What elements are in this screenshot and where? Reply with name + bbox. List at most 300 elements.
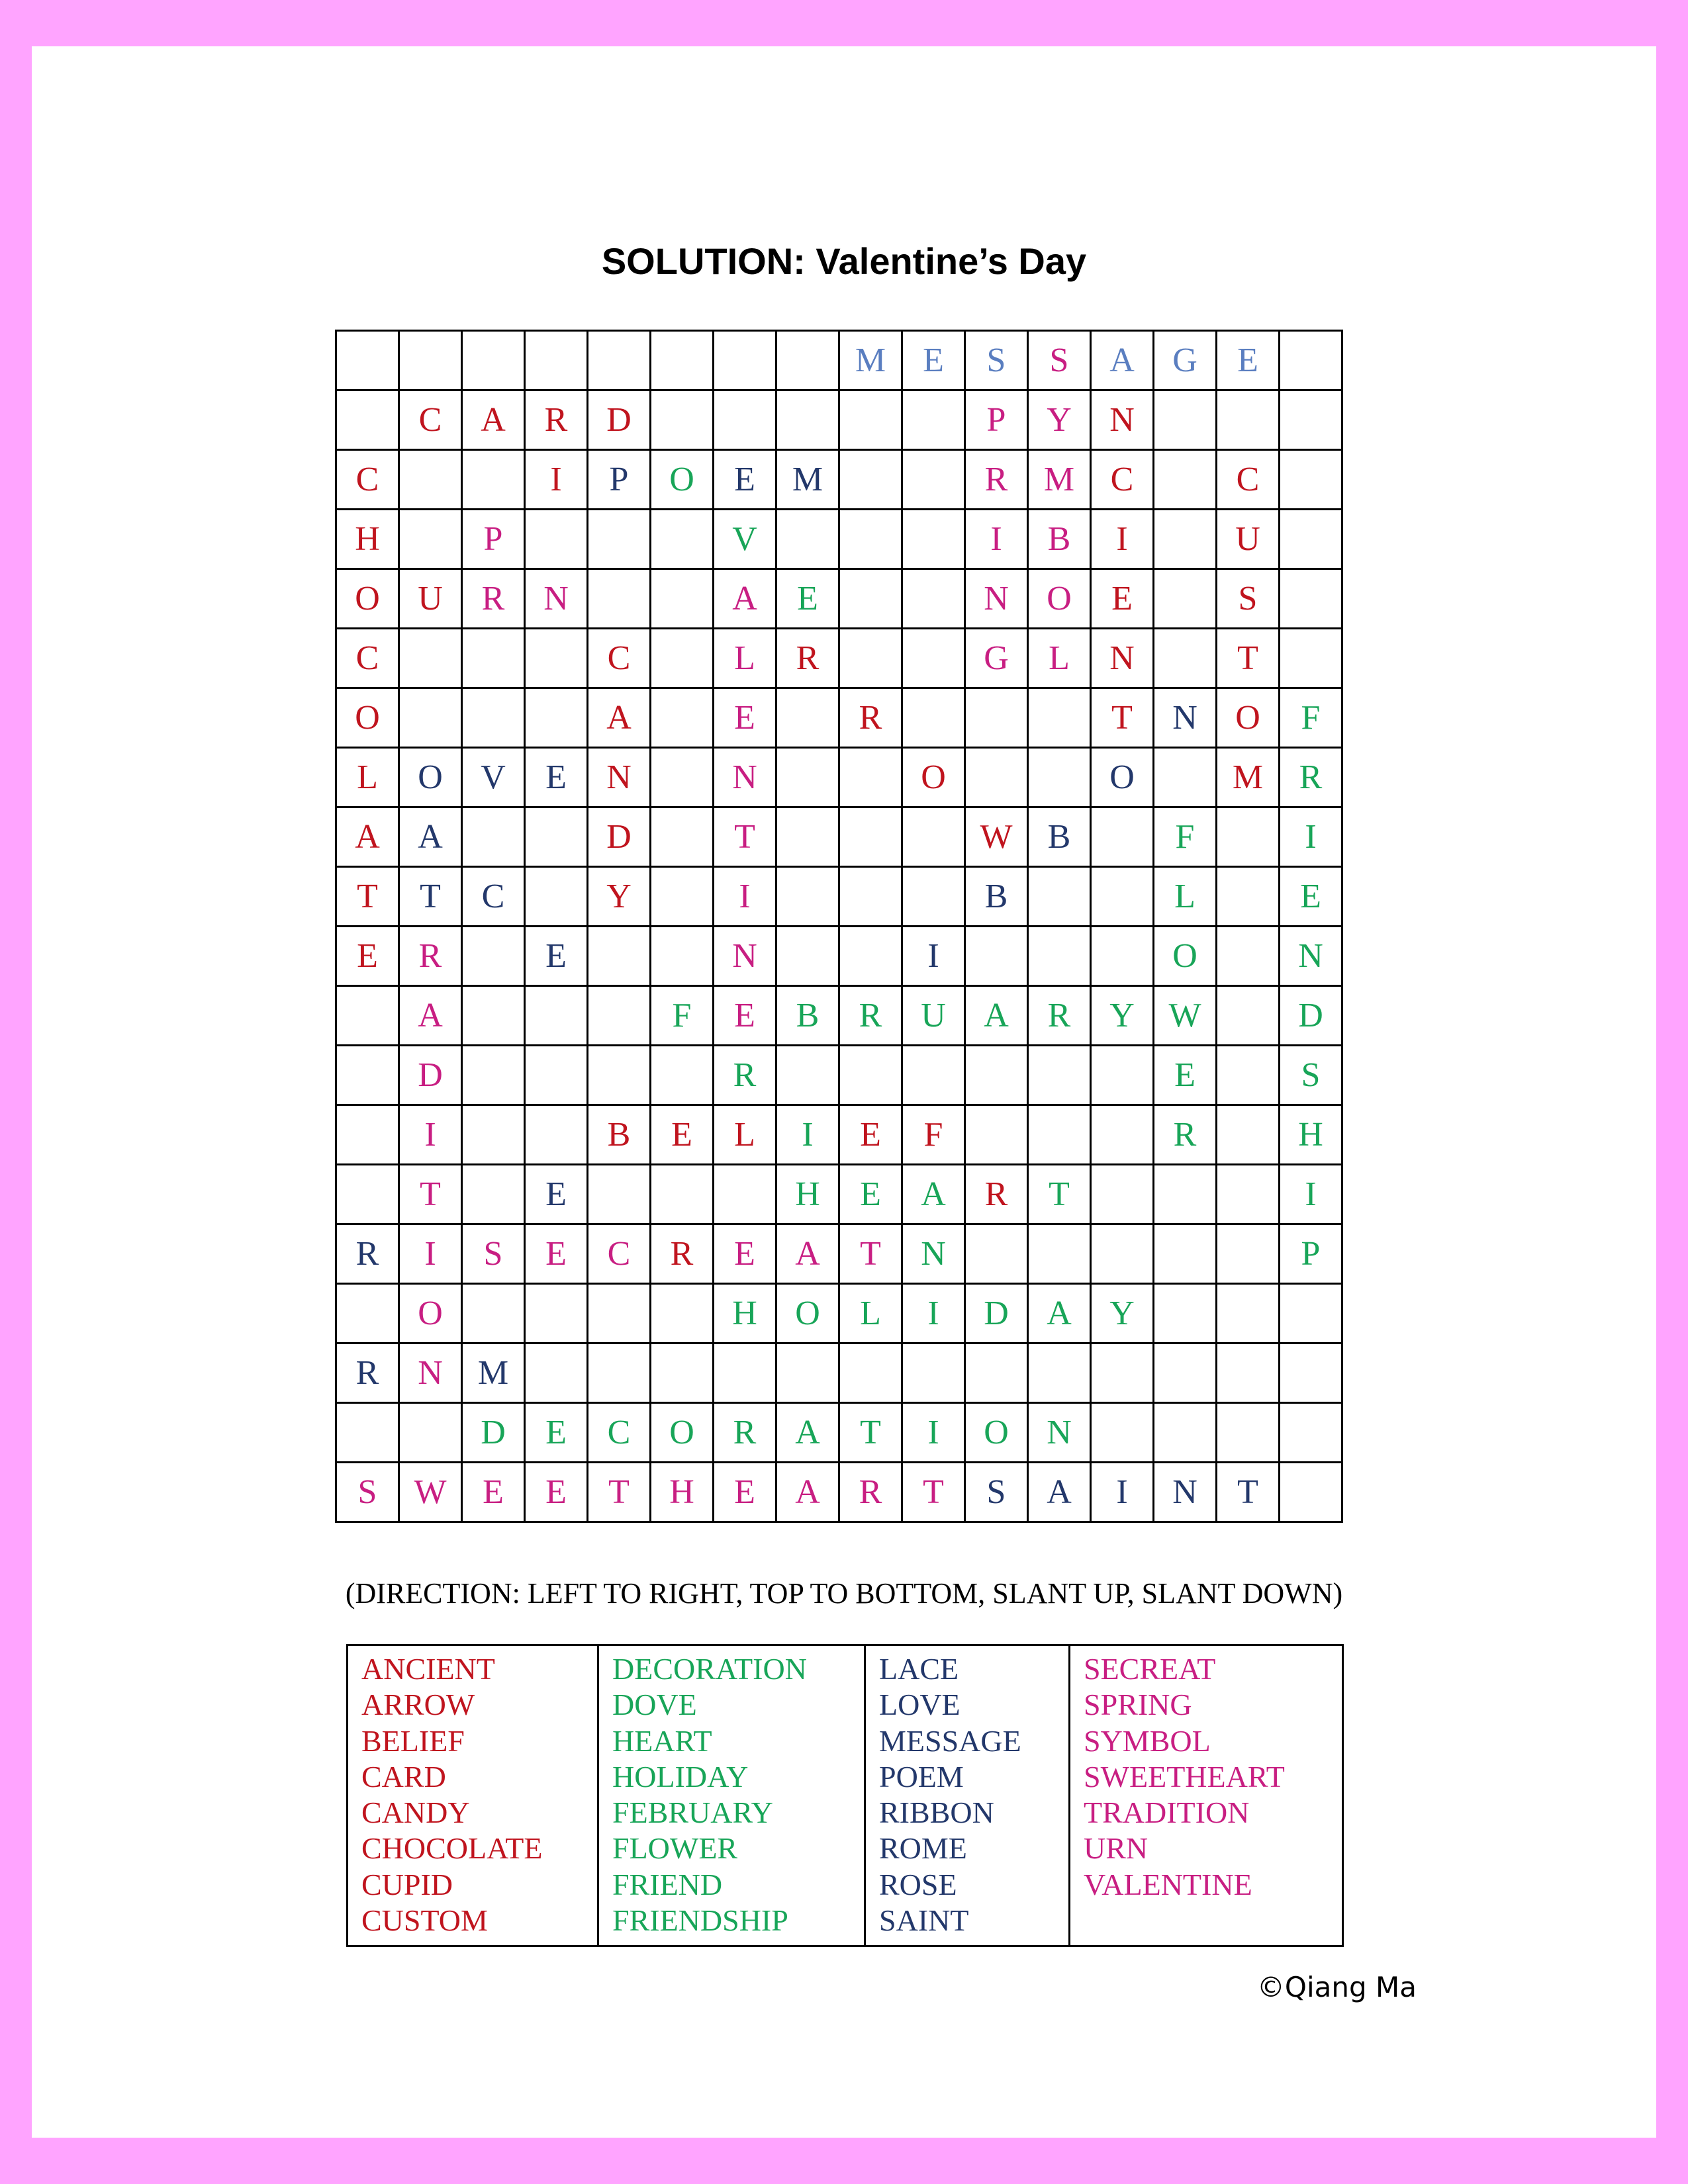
grid-row	[336, 450, 1342, 510]
grid-cell: E	[462, 1463, 525, 1522]
grid-cell: G	[1154, 331, 1217, 390]
grid-cell	[965, 927, 1028, 986]
grid-cell: I	[776, 1105, 839, 1165]
grid-cell: N	[1091, 629, 1154, 688]
grid-cell: C	[1217, 450, 1280, 510]
grid-cell	[462, 1165, 525, 1224]
grid-row	[336, 748, 1342, 807]
grid-cell	[1217, 807, 1280, 867]
grid-cell: R	[839, 986, 902, 1046]
grid-cell: C	[462, 867, 525, 927]
word-list-item: ANCIENT	[361, 1652, 495, 1686]
word-list-item: TRADITION	[1084, 1796, 1250, 1830]
grid-cell: R	[336, 1343, 399, 1403]
grid-cell	[336, 1403, 399, 1463]
grid-cell	[462, 1046, 525, 1105]
grid-cell	[336, 1165, 399, 1224]
grid-cell	[839, 510, 902, 569]
grid-cell: A	[902, 1165, 965, 1224]
grid-cell	[1154, 1165, 1217, 1224]
grid-cell: C	[399, 390, 462, 450]
grid-cell	[1028, 1224, 1091, 1284]
word-list-item: SWEETHEART	[1084, 1759, 1285, 1794]
grid-cell: B	[776, 986, 839, 1046]
grid-cell: P	[965, 390, 1028, 450]
grid-cell: T	[902, 1463, 965, 1522]
grid-cell	[1091, 1403, 1154, 1463]
grid-cell	[965, 1224, 1028, 1284]
word-list-item: HOLIDAY	[612, 1759, 749, 1794]
grid-row	[336, 688, 1342, 748]
grid-cell	[965, 1105, 1028, 1165]
direction-note: (DIRECTION: LEFT TO RIGHT, TOP TO BOTTOM, SLANT UP, SLANT DOWN)	[345, 1577, 1343, 1610]
grid-cell: W	[399, 1463, 462, 1522]
word-list-item: SPRING	[1084, 1688, 1192, 1722]
grid-cell	[336, 331, 399, 390]
grid-cell: D	[462, 1403, 525, 1463]
grid-cell	[588, 986, 651, 1046]
grid-cell: L	[714, 1105, 776, 1165]
grid-cell	[776, 510, 839, 569]
grid-cell	[714, 1165, 776, 1224]
grid-cell	[1028, 748, 1091, 807]
word-list-column	[1070, 1645, 1343, 1946]
grid-cell	[776, 331, 839, 390]
grid-cell	[525, 1284, 588, 1343]
grid-cell	[1091, 867, 1154, 927]
grid-cell: P	[462, 510, 525, 569]
grid-cell: R	[776, 629, 839, 688]
grid-cell: O	[965, 1403, 1028, 1463]
grid-cell	[588, 1046, 651, 1105]
grid-cell: I	[525, 450, 588, 510]
grid-cell: R	[651, 1224, 714, 1284]
grid-cell: R	[965, 450, 1028, 510]
grid-cell	[1280, 510, 1342, 569]
grid-cell: R	[714, 1403, 776, 1463]
grid-cell: E	[525, 748, 588, 807]
word-list-item: FRIEND	[612, 1867, 723, 1901]
grid-cell	[462, 986, 525, 1046]
word-list-table	[346, 1644, 1344, 1947]
word-list-item: ARROW	[361, 1688, 475, 1722]
grid-cell: C	[336, 629, 399, 688]
grid-cell: R	[839, 1463, 902, 1522]
grid-cell	[525, 807, 588, 867]
grid-cell	[902, 1046, 965, 1105]
grid-cell: S	[1280, 1046, 1342, 1105]
grid-cell: F	[651, 986, 714, 1046]
grid-cell: A	[776, 1463, 839, 1522]
grid-cell	[462, 1284, 525, 1343]
grid-cell	[525, 986, 588, 1046]
grid-cell	[1091, 1224, 1154, 1284]
grid-row	[336, 1343, 1342, 1403]
grid-cell	[776, 390, 839, 450]
grid-cell: R	[399, 927, 462, 986]
grid-cell: O	[651, 1403, 714, 1463]
grid-cell: B	[588, 1105, 651, 1165]
grid-cell	[336, 1284, 399, 1343]
grid-cell: E	[651, 1105, 714, 1165]
grid-cell: V	[462, 748, 525, 807]
grid-cell: E	[1280, 867, 1342, 927]
grid-cell: T	[588, 1463, 651, 1522]
grid-cell	[1091, 927, 1154, 986]
grid-cell: N	[399, 1343, 462, 1403]
grid-cell: M	[462, 1343, 525, 1403]
grid-cell	[1280, 1284, 1342, 1343]
grid-cell	[965, 1046, 1028, 1105]
grid-cell	[588, 927, 651, 986]
grid-cell	[399, 629, 462, 688]
grid-cell: F	[1154, 807, 1217, 867]
grid-cell: R	[714, 1046, 776, 1105]
grid-cell: V	[714, 510, 776, 569]
grid-cell	[462, 927, 525, 986]
grid-cell	[714, 1343, 776, 1403]
grid-cell	[1280, 1463, 1342, 1522]
grid-cell: T	[1217, 629, 1280, 688]
grid-cell: I	[902, 1403, 965, 1463]
grid-cell: B	[1028, 510, 1091, 569]
grid-cell	[1217, 1046, 1280, 1105]
grid-cell: I	[902, 1284, 965, 1343]
grid-row	[336, 1284, 1342, 1343]
grid-cell	[651, 510, 714, 569]
grid-cell: O	[1217, 688, 1280, 748]
grid-cell: S	[965, 331, 1028, 390]
grid-cell	[1217, 1284, 1280, 1343]
grid-cell	[1217, 927, 1280, 986]
grid-cell: O	[1154, 927, 1217, 986]
grid-cell	[1217, 1105, 1280, 1165]
grid-cell	[1280, 629, 1342, 688]
grid-cell	[839, 569, 902, 629]
grid-cell: M	[839, 331, 902, 390]
grid-cell	[462, 688, 525, 748]
grid-cell: T	[399, 1165, 462, 1224]
grid-cell	[1217, 1403, 1280, 1463]
grid-cell: E	[902, 331, 965, 390]
word-list-item: LOVE	[879, 1688, 961, 1722]
grid-cell	[1217, 1343, 1280, 1403]
grid-cell: I	[399, 1105, 462, 1165]
grid-cell	[525, 1343, 588, 1403]
grid-cell: I	[399, 1224, 462, 1284]
grid-cell: C	[588, 1403, 651, 1463]
grid-row	[336, 1463, 1342, 1522]
grid-cell: G	[965, 629, 1028, 688]
grid-cell	[1154, 1403, 1217, 1463]
grid-cell: E	[525, 1224, 588, 1284]
grid-cell	[651, 390, 714, 450]
grid-cell: H	[651, 1463, 714, 1522]
word-list-item: SECREAT	[1084, 1652, 1216, 1686]
grid-cell	[525, 510, 588, 569]
grid-cell: E	[525, 1463, 588, 1522]
grid-cell: R	[462, 569, 525, 629]
grid-cell: N	[1154, 1463, 1217, 1522]
grid-cell	[588, 510, 651, 569]
word-list-item: HEART	[612, 1723, 712, 1758]
grid-cell: A	[776, 1403, 839, 1463]
grid-cell	[1280, 1403, 1342, 1463]
grid-cell: E	[336, 927, 399, 986]
grid-cell: E	[839, 1105, 902, 1165]
grid-cell	[902, 510, 965, 569]
grid-cell	[965, 748, 1028, 807]
word-list-column	[598, 1645, 865, 1946]
grid-cell	[1091, 1046, 1154, 1105]
grid-cell	[651, 1165, 714, 1224]
grid-cell	[462, 1105, 525, 1165]
grid-cell	[1217, 1224, 1280, 1284]
grid-cell	[776, 748, 839, 807]
grid-cell: U	[1217, 510, 1280, 569]
grid-row	[336, 390, 1342, 450]
grid-cell	[1091, 807, 1154, 867]
grid-cell: W	[1154, 986, 1217, 1046]
grid-row	[336, 867, 1342, 927]
grid-cell: E	[525, 1165, 588, 1224]
grid-cell: T	[1091, 688, 1154, 748]
grid-cell: N	[588, 748, 651, 807]
grid-cell: E	[714, 986, 776, 1046]
grid-cell: D	[965, 1284, 1028, 1343]
grid-cell	[525, 1105, 588, 1165]
grid-cell: I	[1280, 1165, 1342, 1224]
grid-cell: F	[1280, 688, 1342, 748]
grid-cell: L	[1154, 867, 1217, 927]
grid-cell	[1091, 1343, 1154, 1403]
grid-cell: W	[965, 807, 1028, 867]
grid-cell: N	[1028, 1403, 1091, 1463]
grid-cell: T	[839, 1403, 902, 1463]
word-list-item: SYMBOL	[1084, 1723, 1211, 1758]
grid-cell: N	[1091, 390, 1154, 450]
grid-cell	[336, 390, 399, 450]
grid-cell: S	[336, 1463, 399, 1522]
grid-cell	[1217, 867, 1280, 927]
grid-cell	[776, 807, 839, 867]
grid-row	[336, 1224, 1342, 1284]
grid-cell: T	[1028, 1165, 1091, 1224]
grid-cell	[525, 331, 588, 390]
grid-cell: H	[1280, 1105, 1342, 1165]
grid-cell	[776, 1046, 839, 1105]
grid-cell: S	[965, 1463, 1028, 1522]
grid-cell	[399, 688, 462, 748]
word-list-column	[348, 1645, 598, 1946]
grid-cell	[1217, 986, 1280, 1046]
grid-cell: I	[902, 927, 965, 986]
grid-cell	[839, 1046, 902, 1105]
grid-cell: A	[1028, 1284, 1091, 1343]
grid-cell	[588, 1165, 651, 1224]
word-list-item: LACE	[879, 1652, 959, 1686]
grid-row	[336, 1105, 1342, 1165]
grid-cell: E	[714, 1224, 776, 1284]
grid-cell: R	[336, 1224, 399, 1284]
grid-cell: M	[1217, 748, 1280, 807]
grid-cell: N	[1154, 688, 1217, 748]
grid-cell: S	[462, 1224, 525, 1284]
grid-cell	[651, 1046, 714, 1105]
grid-cell	[776, 1343, 839, 1403]
grid-cell	[1217, 1165, 1280, 1224]
grid-cell: L	[1028, 629, 1091, 688]
grid-cell: D	[588, 390, 651, 450]
grid-cell: O	[776, 1284, 839, 1343]
grid-cell	[839, 927, 902, 986]
grid-row	[336, 986, 1342, 1046]
grid-cell	[1154, 629, 1217, 688]
grid-cell: R	[1154, 1105, 1217, 1165]
grid-cell: E	[714, 450, 776, 510]
word-list-item: FRIENDSHIP	[612, 1903, 788, 1938]
grid-cell	[1154, 510, 1217, 569]
grid-cell: A	[1091, 331, 1154, 390]
grid-cell	[902, 629, 965, 688]
grid-cell	[462, 807, 525, 867]
grid-cell	[399, 1403, 462, 1463]
grid-cell: A	[399, 986, 462, 1046]
grid-cell: T	[1217, 1463, 1280, 1522]
grid-cell: Y	[1091, 1284, 1154, 1343]
grid-cell: E	[1091, 569, 1154, 629]
grid-cell	[1154, 569, 1217, 629]
grid-cell	[1280, 1343, 1342, 1403]
grid-cell	[776, 927, 839, 986]
grid-cell	[1028, 927, 1091, 986]
grid-cell: R	[965, 1165, 1028, 1224]
grid-cell: L	[336, 748, 399, 807]
grid-cell: R	[1280, 748, 1342, 807]
grid-cell: O	[1091, 748, 1154, 807]
grid-cell	[1028, 1046, 1091, 1105]
grid-cell: L	[714, 629, 776, 688]
word-list-item: RIBBON	[879, 1796, 994, 1830]
grid-cell: E	[525, 1403, 588, 1463]
grid-cell: L	[839, 1284, 902, 1343]
grid-cell	[588, 1343, 651, 1403]
grid-cell: C	[588, 629, 651, 688]
grid-cell: F	[902, 1105, 965, 1165]
grid-cell	[588, 1284, 651, 1343]
grid-cell: S	[1028, 331, 1091, 390]
grid-cell	[336, 1046, 399, 1105]
grid-cell: P	[588, 450, 651, 510]
grid-cell	[651, 867, 714, 927]
grid-cell: T	[336, 867, 399, 927]
grid-cell	[1028, 1105, 1091, 1165]
grid-cell	[336, 986, 399, 1046]
grid-cell	[902, 807, 965, 867]
grid-cell: T	[839, 1224, 902, 1284]
grid-cell	[651, 629, 714, 688]
grid-cell: R	[525, 390, 588, 450]
grid-cell: M	[776, 450, 839, 510]
grid-cell	[839, 1343, 902, 1403]
grid-cell: N	[714, 927, 776, 986]
grid-cell	[651, 688, 714, 748]
grid-cell	[1028, 1343, 1091, 1403]
grid-cell	[462, 629, 525, 688]
grid-cell	[1280, 331, 1342, 390]
word-search-grid	[335, 330, 1343, 1523]
word-list-item: SAINT	[879, 1903, 969, 1938]
grid-cell: E	[839, 1165, 902, 1224]
grid-cell	[839, 450, 902, 510]
grid-cell: A	[399, 807, 462, 867]
word-list-item: BELIEF	[361, 1723, 465, 1758]
grid-cell: U	[902, 986, 965, 1046]
grid-cell	[462, 331, 525, 390]
grid-cell: I	[1091, 1463, 1154, 1522]
grid-cell: N	[1280, 927, 1342, 986]
word-list-item: FLOWER	[612, 1831, 738, 1866]
grid-cell: H	[336, 510, 399, 569]
grid-row	[336, 510, 1342, 569]
grid-cell: I	[965, 510, 1028, 569]
grid-cell	[651, 748, 714, 807]
grid-cell: N	[714, 748, 776, 807]
grid-cell	[1154, 748, 1217, 807]
grid-cell	[651, 331, 714, 390]
grid-cell	[839, 748, 902, 807]
grid-cell: O	[336, 688, 399, 748]
grid-cell: D	[399, 1046, 462, 1105]
grid-cell	[1280, 390, 1342, 450]
grid-cell: A	[776, 1224, 839, 1284]
grid-cell	[1091, 1105, 1154, 1165]
grid-cell	[1154, 1284, 1217, 1343]
grid-cell	[1154, 390, 1217, 450]
grid-cell	[839, 629, 902, 688]
grid-cell: R	[1028, 986, 1091, 1046]
word-list-item: CUSTOM	[361, 1903, 488, 1938]
grid-cell	[839, 867, 902, 927]
word-list-item: VALENTINE	[1084, 1867, 1252, 1901]
grid-cell: O	[399, 1284, 462, 1343]
grid-cell: N	[902, 1224, 965, 1284]
grid-row	[336, 1046, 1342, 1105]
grid-cell: R	[839, 688, 902, 748]
grid-row	[336, 1165, 1342, 1224]
grid-cell	[965, 1343, 1028, 1403]
grid-cell	[714, 390, 776, 450]
grid-cell	[902, 450, 965, 510]
grid-cell: U	[399, 569, 462, 629]
grid-row	[336, 569, 1342, 629]
grid-cell	[1154, 450, 1217, 510]
grid-cell: B	[1028, 807, 1091, 867]
word-list-item: CHOCOLATE	[361, 1831, 543, 1866]
grid-cell: E	[776, 569, 839, 629]
word-list-item: FEBRUARY	[612, 1796, 773, 1830]
grid-cell: D	[588, 807, 651, 867]
grid-cell: O	[336, 569, 399, 629]
grid-cell: E	[1154, 1046, 1217, 1105]
word-list-item: DECORATION	[612, 1652, 807, 1686]
word-list-item: ROSE	[879, 1867, 957, 1901]
grid-cell	[1028, 688, 1091, 748]
copyright-notice: ©Qiang Ma	[1256, 1971, 1417, 2003]
grid-cell: A	[1028, 1463, 1091, 1522]
grid-cell: T	[714, 807, 776, 867]
grid-row	[336, 629, 1342, 688]
